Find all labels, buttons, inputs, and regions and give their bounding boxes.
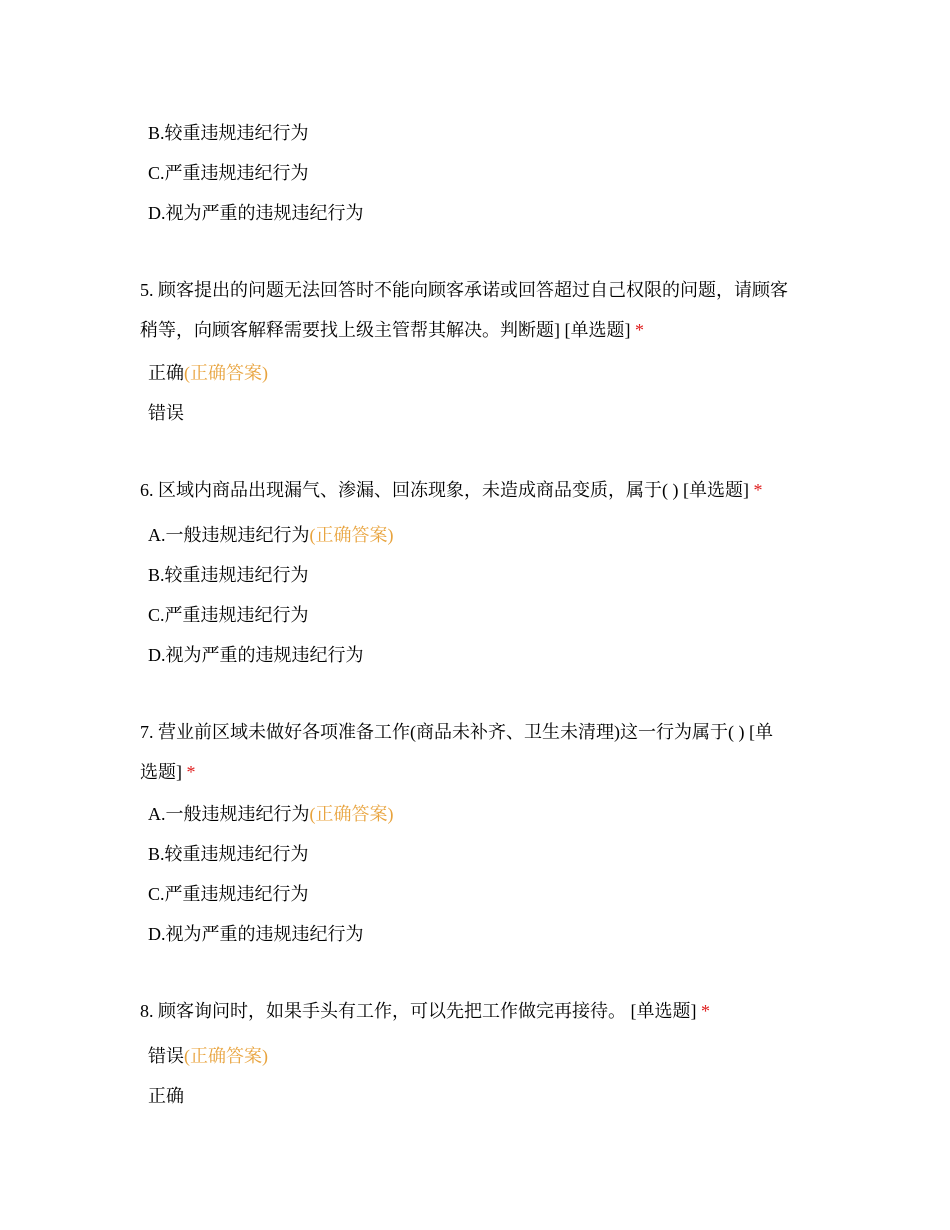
question-8-text-line <box>140 991 820 1031</box>
question-6-option-b <box>148 563 309 587</box>
question-7 <box>140 712 820 792</box>
required-marker: * <box>186 762 196 782</box>
correct-answer-tag: (正确答案) <box>309 525 394 545</box>
correct-answer-tag: (正确答案) <box>309 804 394 824</box>
question-7-option-d <box>148 922 364 946</box>
question-8 <box>140 991 820 1031</box>
option-label: B.较重违规违纪行为 <box>148 565 309 585</box>
option-label: 正确 <box>148 363 184 383</box>
question-6-option-c <box>148 603 309 627</box>
option-label: C.严重违规违纪行为 <box>148 163 309 183</box>
question-8-option-correct <box>148 1084 184 1108</box>
question-7-text-line2-content: 选题] <box>140 762 182 782</box>
option-label: C.严重违规违纪行为 <box>148 884 309 904</box>
option-label: 错误 <box>148 1046 184 1066</box>
prev-question-option-b <box>148 121 309 145</box>
prev-question-option-c <box>148 161 309 185</box>
option-label: 正确 <box>148 1086 184 1106</box>
question-8-option-wrong <box>148 1044 268 1068</box>
option-label: 错误 <box>148 403 184 423</box>
required-marker: * <box>701 1001 710 1021</box>
question-7-text-line2 <box>140 752 820 792</box>
question-5-text-line2 <box>140 310 820 350</box>
option-label: A.一般违规违纪行为 <box>148 804 310 824</box>
question-6 <box>140 470 820 510</box>
prev-question-option-d <box>148 201 364 225</box>
question-5-text-line2-content: 稍等，向顾客解释需要找上级主管帮其解决。判断题] [单选题] <box>140 320 631 340</box>
question-7-option-c <box>148 882 309 906</box>
correct-answer-tag: (正确答案) <box>184 363 268 383</box>
question-5-option-correct <box>148 361 268 385</box>
question-6-option-d <box>148 643 364 667</box>
question-6-text-line <box>140 470 820 510</box>
option-label: B.较重违规违纪行为 <box>148 123 309 143</box>
option-label: D.视为严重的违规违纪行为 <box>148 645 364 665</box>
question-8-text: 8. 顾客询问时，如果手头有工作，可以先把工作做完再接待。 [单选题] <box>140 1001 697 1021</box>
question-7-text-line1: 7. 营业前区域未做好各项准备工作(商品未补齐、卫生未清理)这一行为属于( ) [单 <box>140 722 773 742</box>
question-5 <box>140 270 820 350</box>
option-label: C.严重违规违纪行为 <box>148 605 309 625</box>
question-5-text-line1: 5. 顾客提出的问题无法回答时不能向顾客承诺或回答超过自己权限的问题，请顾客 <box>140 280 788 300</box>
option-label: D.视为严重的违规违纪行为 <box>148 203 364 223</box>
correct-answer-tag: (正确答案) <box>184 1046 268 1066</box>
question-6-option-a <box>148 523 394 547</box>
question-7-option-b <box>148 842 309 866</box>
question-5-option-wrong <box>148 401 184 425</box>
option-label: B.较重违规违纪行为 <box>148 844 309 864</box>
question-6-text: 6. 区域内商品出现漏气、渗漏、回冻现象，未造成商品变质，属于( ) [单选题] <box>140 480 749 500</box>
option-label: A.一般违规违纪行为 <box>148 525 310 545</box>
required-marker: * <box>753 480 763 500</box>
question-7-option-a <box>148 802 394 826</box>
required-marker: * <box>634 320 644 340</box>
option-label: D.视为严重的违规违纪行为 <box>148 924 364 944</box>
